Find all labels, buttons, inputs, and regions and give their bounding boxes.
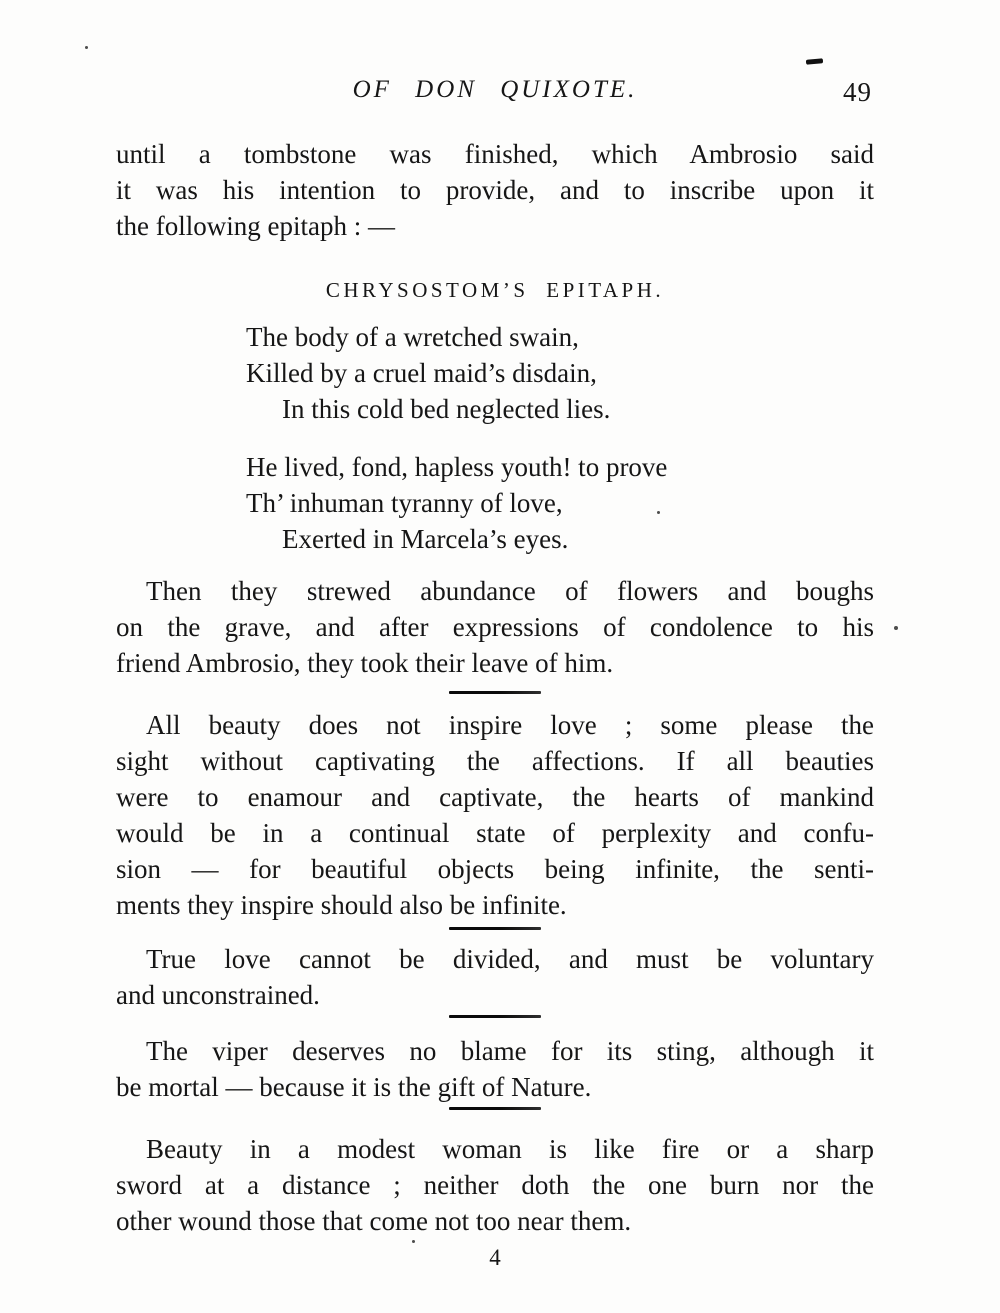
verse-line: He lived, fond, hapless youth! to prove: [246, 452, 668, 482]
section-divider: [449, 1107, 541, 1110]
text-line: it was his intention to provide, and to inscribe upon it: [116, 175, 874, 205]
verse-line: Killed by a cruel maid’s disdain,: [246, 358, 597, 388]
text-line: True love cannot be divided, and must be voluntary: [146, 944, 874, 974]
verse-line: In this cold bed neglected lies.: [282, 394, 611, 424]
paragraph-viper: [116, 1033, 874, 1105]
text-line: sword at a distance ; neither doth the one burn nor the: [116, 1170, 874, 1200]
running-head: [116, 76, 874, 110]
page-number: 49: [843, 77, 872, 107]
text-line: sion — for beautiful objects being infinite, the senti-: [116, 854, 874, 884]
text-line: on the grave, and after expressions of condolence to his: [116, 612, 874, 642]
paragraph-beauty-love: [116, 707, 874, 923]
running-title: OF DON QUIXOTE.: [352, 76, 638, 103]
verse-line: The body of a wretched swain,: [246, 322, 579, 352]
text-line: until a tombstone was finished, which Ambrosio said: [116, 139, 874, 169]
verse-stanza-2: [246, 449, 874, 557]
paragraph-flowers: [116, 573, 874, 681]
scan-artifact-dot: [894, 626, 898, 630]
text-column: [116, 76, 874, 1271]
text-line: ments they inspire should also be infinite.: [116, 890, 567, 920]
text-line: sight without captivating the affections. If all beauties: [116, 746, 874, 776]
text-line: Beauty in a modest woman is like fire or a sharp: [146, 1134, 874, 1164]
text-line: were to enamour and captivate, the hearts of mankind: [116, 782, 874, 812]
epitaph-heading: CHRYSOSTOM’S EPITAPH.: [325, 278, 665, 302]
scan-artifact-dot: [85, 46, 88, 49]
text-line: friend Ambrosio, they took their leave of him.: [116, 648, 614, 678]
verse-stanza-1: [246, 319, 874, 427]
text-line: The viper deserves no blame for its sting, although it: [146, 1036, 874, 1066]
section-divider: [449, 691, 541, 694]
text-line: be mortal — because it is the gift of Nature.: [116, 1072, 592, 1102]
verse-line: Exerted in Marcela’s eyes.: [282, 524, 569, 554]
paragraph-intro: [116, 136, 874, 244]
scan-artifact-dash: [806, 58, 823, 64]
text-line: Then they strewed abundance of flowers and boughs: [146, 576, 874, 606]
section-divider: [449, 1015, 541, 1018]
text-line: and unconstrained.: [116, 980, 320, 1010]
paragraph-true-love: [116, 941, 874, 1013]
section-divider: [449, 927, 541, 930]
text-line: All beauty does not inspire love ; some please the: [146, 710, 874, 740]
verse-line: Th’ inhuman tyranny of love,: [246, 488, 563, 518]
paragraph-modest-woman: [116, 1131, 874, 1239]
text-line: would be in a continual state of perplexity and confu-: [116, 818, 874, 848]
text-line: other wound those that come not too near them.: [116, 1206, 632, 1236]
signature-mark: 4: [489, 1245, 501, 1270]
text-line: the following epitaph : —: [116, 211, 395, 241]
